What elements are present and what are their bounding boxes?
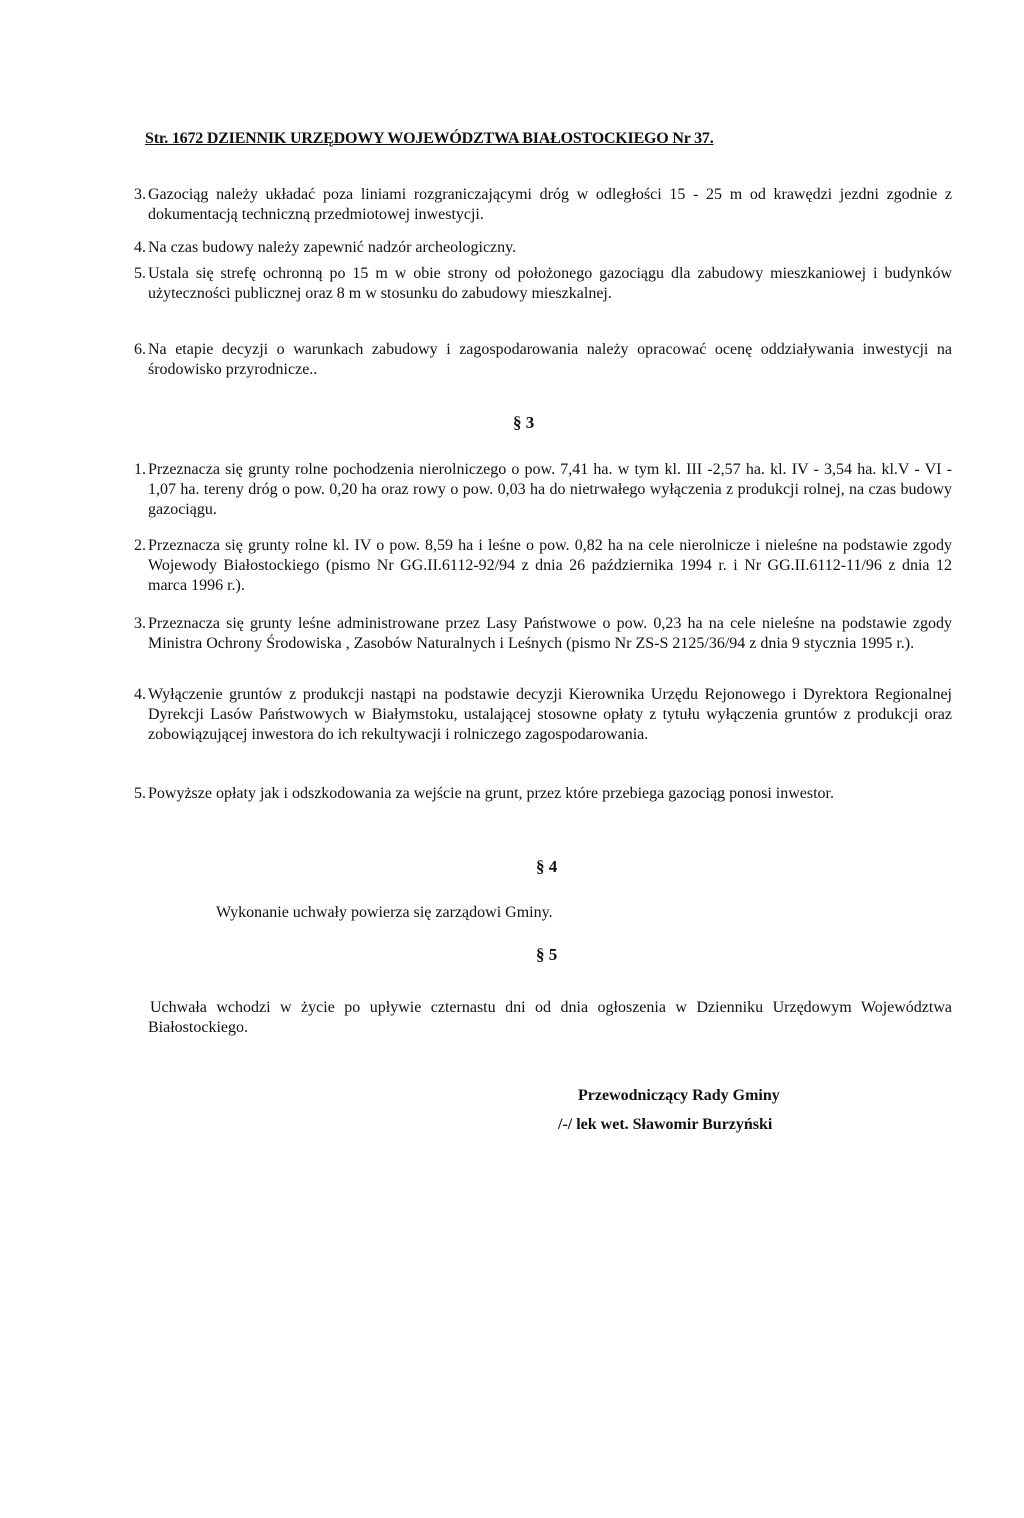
- item-number: 3.: [134, 615, 146, 632]
- item-text: Przeznacza się grunty leśne administrowane przez Lasy Państwowe o pow. 0,23 ha na cele nieleśne na podstawie zgody Ministra Ochrony Środowiska , Zasobów Naturalnych i Leśnych (pismo Nr ZS-S 2125/36/94 z dnia 9 stycznia 1995 r.).: [148, 615, 952, 652]
- list-item: [134, 340, 952, 380]
- section-heading: § 5: [536, 945, 558, 964]
- item-text: Na etapie decyzji o warunkach zabudowy i zagospodarowania należy opracować ocenę oddziaływania inwestycji na środowisko przyrodnicze..: [148, 341, 952, 378]
- item-number: 2.: [134, 537, 146, 554]
- section-heading: § 4: [536, 857, 558, 876]
- list-item: [134, 784, 952, 804]
- item-number: 6.: [134, 341, 146, 358]
- item-text: Ustala się strefę ochronną po 15 m w obie strony od położonego gazociągu dla zabudowy mieszkaniowej i budynków użyteczności publicznej oraz 8 m w stosunku do zabudowy mieszkalnej.: [148, 265, 952, 302]
- page-header: Str. 1672 DZIENNIK URZĘDOWY WOJEWÓDZTWA BIAŁOSTOCKIEGO Nr 37.: [145, 130, 714, 147]
- signature-title: Przewodniczący Rady Gminy: [578, 1087, 780, 1104]
- item-number: 3.: [134, 186, 146, 203]
- section-heading: § 3: [513, 413, 535, 432]
- list-item: [134, 614, 952, 654]
- list-item: [134, 460, 952, 520]
- signature-name: /-/ lek wet. Sławomir Burzyński: [558, 1116, 773, 1133]
- item-text: Przeznacza się grunty rolne kl. IV o pow. 8,59 ha i leśne o pow. 0,82 ha na cele nierolnicze i nieleśne na podstawie zgody Wojewody Białostockiego (pismo Nr GG.II.6112-92/94 z dnia 26 października 1994 r. i Nr GG.II.6112-11/96 z dnia 12 marca 1996 r.).: [148, 537, 952, 594]
- item-text: Na czas budowy należy zapewnić nadzór archeologiczny.: [148, 239, 517, 256]
- item-number: 5.: [134, 785, 146, 802]
- list-item: [134, 685, 952, 745]
- section-text-content: Uchwała wchodzi w życie po upływie czternastu dni od dnia ogłoszenia w Dzienniku Urzędowym Województwa Białostockiego.: [148, 999, 952, 1036]
- item-number: 1.: [134, 461, 146, 478]
- item-number: 4.: [134, 686, 146, 703]
- list-item: [134, 536, 952, 596]
- section-text: [148, 998, 952, 1038]
- item-text: Gazociąg należy układać poza liniami rozgraniczającymi dróg w odległości 15 - 25 m od krawędzi jezdni zgodnie z dokumentacją techniczną przedmiotowej inwestycji.: [148, 186, 952, 223]
- list-item: [134, 185, 952, 225]
- item-number: 5.: [134, 265, 146, 282]
- item-number: 4.: [134, 239, 146, 256]
- list-item: [134, 264, 952, 304]
- item-text: Przeznacza się grunty rolne pochodzenia nierolniczego o pow. 7,41 ha. w tym kl. III -2,57 ha. kl. IV - 3,54 ha. kl.V - VI - 1,07 ha. tereny dróg o pow. 0,20 ha oraz rowy o pow. 0,03 ha do nietrwałego wyłączenia z produkcji rolnej, na czas budowy gazociągu.: [148, 461, 952, 518]
- section-text: Wykonanie uchwały powierza się zarządowi Gminy.: [216, 904, 553, 921]
- item-text: Powyższe opłaty jak i odszkodowania za wejście na grunt, przez które przebiega gazociąg ponosi inwestor.: [148, 785, 834, 802]
- item-text: Wyłączenie gruntów z produkcji nastąpi na podstawie decyzji Kierownika Urzędu Rejonowego i Dyrektora Regionalnej Dyrekcji Lasów Państwowych w Białymstoku, ustalającej stosowne opłaty z tytułu wyłączenia gruntów z produkcji oraz zobowiązującej inwestora do ich rekultywacji i rolniczego zagospodarowania.: [148, 686, 952, 743]
- list-item: [134, 238, 952, 258]
